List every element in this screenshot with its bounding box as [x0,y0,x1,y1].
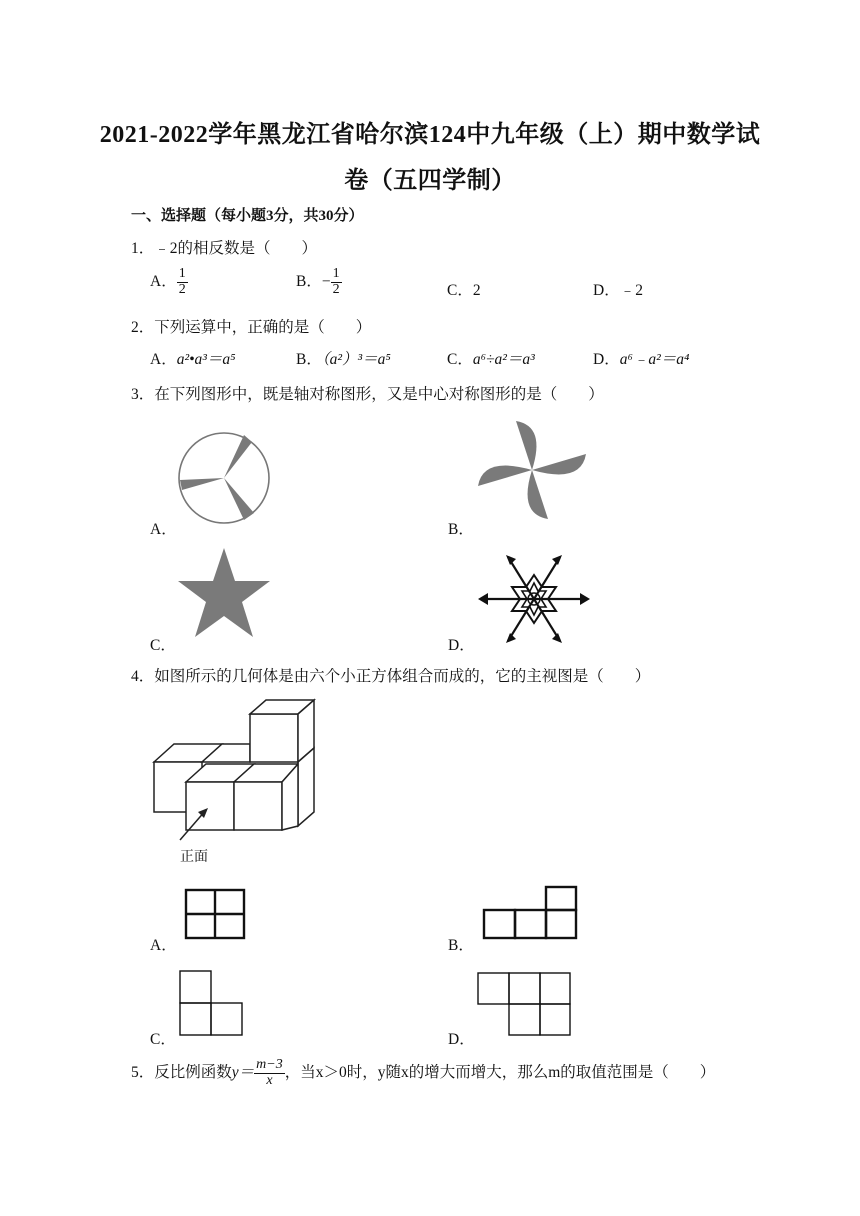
question-1-option-c: C．2 [447,282,481,299]
question-5-stem [131,1058,715,1088]
question-5-suffix: ，当x＞0时，y随x的增大而增大，那么m的取值范围是（ ） [284,1063,716,1081]
question-4-option-c: C． [150,1031,176,1048]
front-view-option-a-figure [182,886,248,942]
paper-title-line-1: 2021-2022学年黑龙江省哈尔滨124中九年级（上）期中数学试 [99,122,761,148]
function-lhs: y＝ [231,1063,255,1081]
minus-sign: − [321,272,331,290]
question-4-stem: 4．如图所示的几何体是由六个小正方体组合而成的，它的主视图是（ ） [131,668,651,685]
paper-title-line-2: 卷（五四学制） [344,168,516,194]
question-3-option-d: D． [448,637,475,654]
fraction-numerator: 1 [178,266,186,281]
fraction-numerator: m−3 [256,1057,283,1072]
option-label: A． [150,272,177,290]
question-3-stem: 3．在下列图形中，既是轴对称图形，又是中心对称图形的是（ ） [131,386,604,403]
option-label: B． [296,272,322,290]
question-3-option-a: A． [150,521,177,538]
question-1-option-d: D．﹣2 [593,282,643,299]
option-label: C． [447,351,473,368]
option-text: a⁶﹣a²＝a⁴ [619,351,690,368]
fraction-numerator: 1 [332,266,340,281]
fraction [177,267,188,297]
fraction-denominator: 2 [332,281,340,297]
question-4-option-d: D． [448,1031,475,1048]
question-1-stem: 1．﹣2的相反数是（ ） [131,240,318,257]
question-4-option-a: A． [150,937,177,954]
question-2-option-c [447,347,535,369]
question-2-stem: 2．下列运算中，正确的是（ ） [131,319,372,336]
circle-sectors-figure [172,428,276,528]
front-view-option-b-figure [480,884,580,942]
option-text: （a²）³＝a⁵ [321,351,391,368]
question-4-option-b: B． [448,937,474,954]
option-text: a⁶÷a²＝a³ [472,351,535,368]
front-view-label: 正面 [180,849,208,865]
question-5-prefix: 5．反比例函数 [131,1063,232,1081]
question-2-option-d [593,347,689,369]
question-3-option-b: B． [448,521,474,538]
fraction [331,267,342,297]
question-2-option-a [150,347,236,369]
option-text: a²•a³＝a⁵ [176,351,236,368]
option-label: A． [150,351,177,368]
question-1-option-a [150,267,188,297]
question-1-option-b [296,267,342,297]
section-heading: 一、选择题（每小题3分，共30分） [131,208,364,224]
front-view-option-d-figure [475,970,573,1038]
question-3-option-c: C． [150,637,176,654]
cube-solid-figure [150,696,325,866]
question-2-option-b [296,347,391,369]
option-label: B． [296,351,322,368]
fraction-denominator: x [266,1072,273,1088]
front-view-option-c-figure [176,968,246,1038]
option-label: D． [593,351,620,368]
snowflake-figure [476,553,592,645]
star-figure [174,545,274,641]
function-fraction [254,1058,285,1088]
pinwheel-figure [476,418,588,522]
fraction-denominator: 2 [178,281,186,297]
